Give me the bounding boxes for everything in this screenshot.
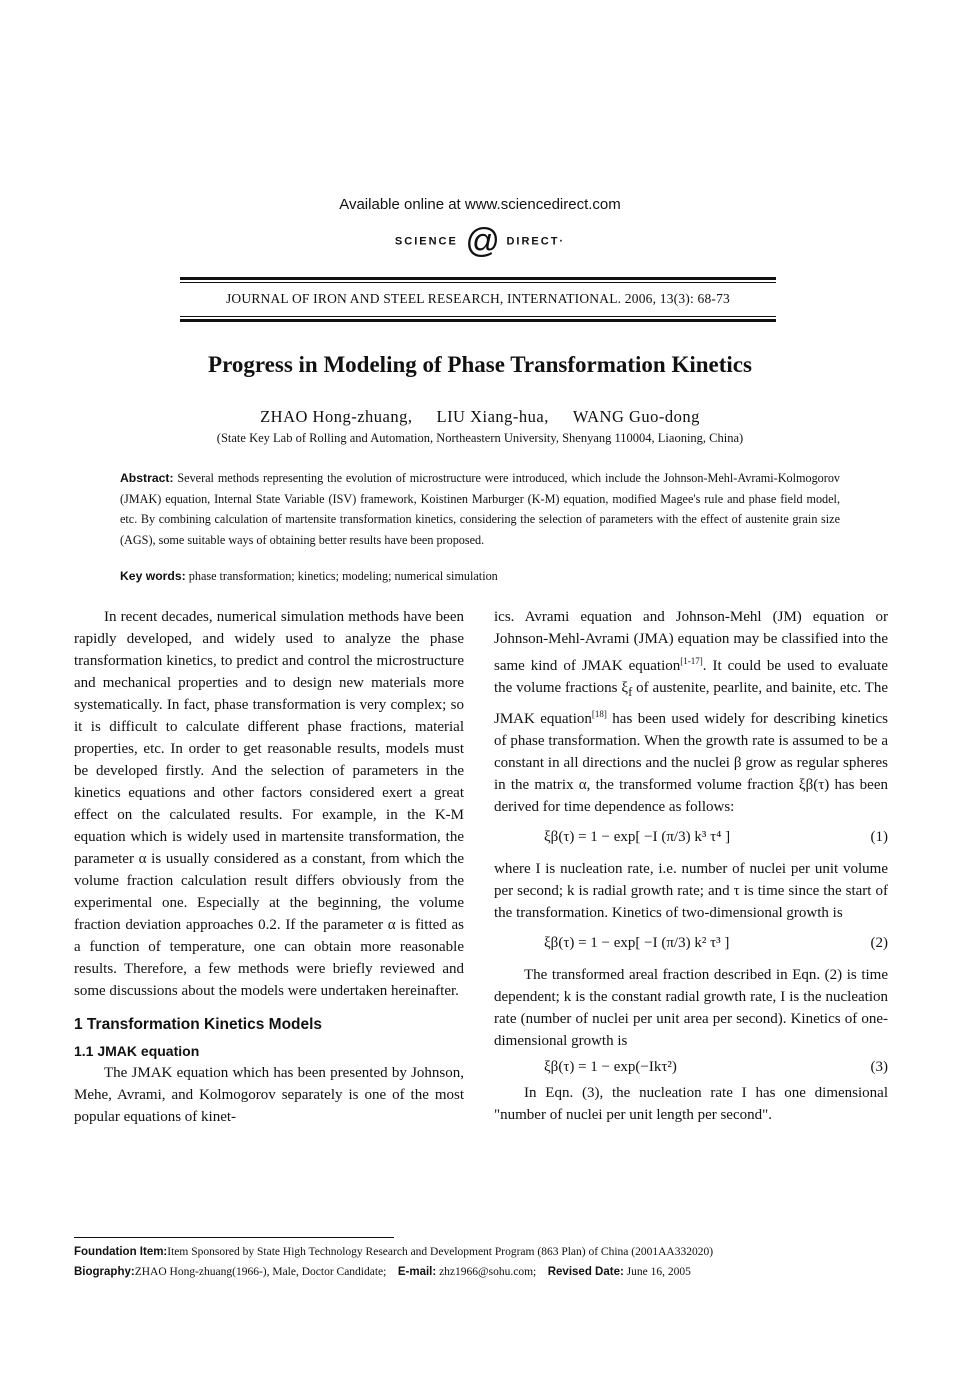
keywords [120,569,840,584]
equation-2 [494,928,888,960]
equation-1 [494,822,888,854]
keywords-text: phase transformation; kinetics; modeling; numerical simulation [188,569,498,583]
sd-logo-right: DIRECT· [506,235,566,248]
abstract-label: Abstract: [120,471,174,485]
foundation-text: Item Sponsored by State High Technology Research and Development Program (863 Plan) of China (2001AA332020) [167,1246,714,1258]
equation-2-number: (2) [870,935,888,951]
sd-logo-left: SCIENCE [394,235,458,248]
author-3: WANG Guo-dong [572,407,700,426]
author-1: ZHAO Hong-zhuang, [260,407,413,426]
equation-3-number: (3) [870,1059,888,1075]
section-heading: 1 Transformation Kinetics Models [74,1016,323,1033]
left-column [74,606,464,1128]
equation-3 [494,1056,888,1078]
email-text: zhz1966@sohu.com; [439,1266,537,1278]
equation-2-body: ξβ(τ) = 1 − exp[ −I (π/3) k² τ³ ] [544,935,730,951]
email-label: E-mail: [397,1266,437,1278]
foundation-label: Foundation Item: [74,1246,168,1258]
sciencedirect-logo [0,222,960,261]
intro-paragraph: In recent decades, numerical simulation methods have been rapidly developed, and widely used to analyze the phase transformation kinetics, to predict and control the microstructure and mechanical properties and to design new materials more systematically. In fact, phase transformation is very complex; so it is difficult to calculate different phase fractions, material properties, etc. In order to get reasonable results, models must be developed firstly. And the selection of parameters in the kinetics equations and other factors considered exert a great effect on the calculated results. For example, in the K-M equation which is widely used in martensite transformation, the parameter α is usually considered as a constant, from which the volume fraction calculation result differs obviously from the experimental one. Especially at the beginning, the volume fraction deviation approaches 0.2. If the parameter α is fitted as a function of temperature, one can obtain more reasonable results. Therefore, a few methods were briefly reviewed and some discussions about the models were undertaken hereinafter. [74,609,464,999]
biography-footnote [74,1264,894,1280]
abstract-text: Several methods representing the evolution of microstructure were introduced, which include the Johnson-Mehl-Avrami-Kolmogorov (JMAK) equation, Internal State Variable (ISV) framework, Koistinen Marburger (K-M) equation, modified Magee's rule and phase field model, etc. By combining calculation of martensite transformation kinetics, considering the selection of parameters with the effect of austenite grain size (AGS), some suitable ways of obtaining better results have been proposed. [120,471,841,547]
equation-1-explanation: where I is nucleation rate, i.e. number of nuclei per unit volume per second; k is radial growth rate; and τ is time since the start of the transformation. Kinetics of two-dimensional growth is [494,861,888,921]
footnote-rule [74,1237,394,1238]
header-rule-bottom-thin [180,316,776,317]
journal-citation: JOURNAL OF IRON AND STEEL RESEARCH, INTERNATIONAL. 2006, 13(3): 68-73 [225,291,731,306]
header-rule-top [180,277,776,280]
citation-18: [18] [591,709,607,719]
jmak-paragraph-continued: ics. Avrami equation and Johnson-Mehl (JM) equation or Johnson-Mehl-Avrami (JMA) equation may be classified into the same kind of JMAK equation[1-17]. It could be used to evaluate the volume fractions $\xi_f$ of austenite, pearlite, and bainite, etc. The JMAK equation[18] has been used widely for describing kinetics of phase transformation. When the growth rate is assumed to be a constant in all directions and the nuclei β grow as regular spheres in the matrix α, the transformed volume fraction ξβ(τ) has been derived for time dependence as follows: [494,609,889,815]
keywords-label: Key words: [120,569,186,583]
author-2: LIU Xiang-hua, [436,407,549,426]
foundation-footnote [74,1244,894,1260]
revised-text: June 16, 2005 [626,1266,691,1278]
available-online-text: Available online at www.sciencedirect.com [339,196,621,213]
biography-label: Biography: [74,1266,135,1278]
biography-text: ZHAO Hong-zhuang(1966-), Male, Doctor Candidate; [134,1266,387,1278]
affiliation: (State Key Lab of Rolling and Automation, Northeastern University, Shenyang 110004, Liaoning, China) [216,431,744,445]
equation-3-explanation: In Eqn. (3), the nucleation rate I has one dimensional "number of nuclei per unit length per second". [494,1085,888,1123]
revised-label: Revised Date: [547,1266,624,1278]
jmak-paragraph: The JMAK equation which has been presented by Johnson, Mehe, Avrami, and Kolmogorov separately is one of the most popular equations of kinet- [74,1065,464,1125]
header-rule-bottom [180,319,776,322]
right-column [494,606,888,1126]
equation-2-explanation: The transformed areal fraction described in Eqn. (2) is time dependent; k is the constant radial growth rate, I is the nucleation rate (number of nuclei per unit area per second). Kinetics of one-dimensional growth is [494,967,888,1049]
sd-logo-at-icon: @ [464,222,500,260]
paper-title: Progress in Modeling of Phase Transformation Kinetics [208,352,752,377]
citation-1-17: [1-17] [680,656,703,666]
author-list [0,407,960,427]
equation-3-body: ξβ(τ) = 1 − exp(−Ikτ²) [544,1059,677,1075]
subsection-heading: 1.1 JMAK equation [74,1043,200,1059]
header-rule-top-thin [180,282,776,283]
abstract [120,468,840,550]
equation-1-body: ξβ(τ) = 1 − exp[ −I (π/3) k³ τ⁴ ] [544,829,731,845]
equation-1-number: (1) [870,829,888,845]
